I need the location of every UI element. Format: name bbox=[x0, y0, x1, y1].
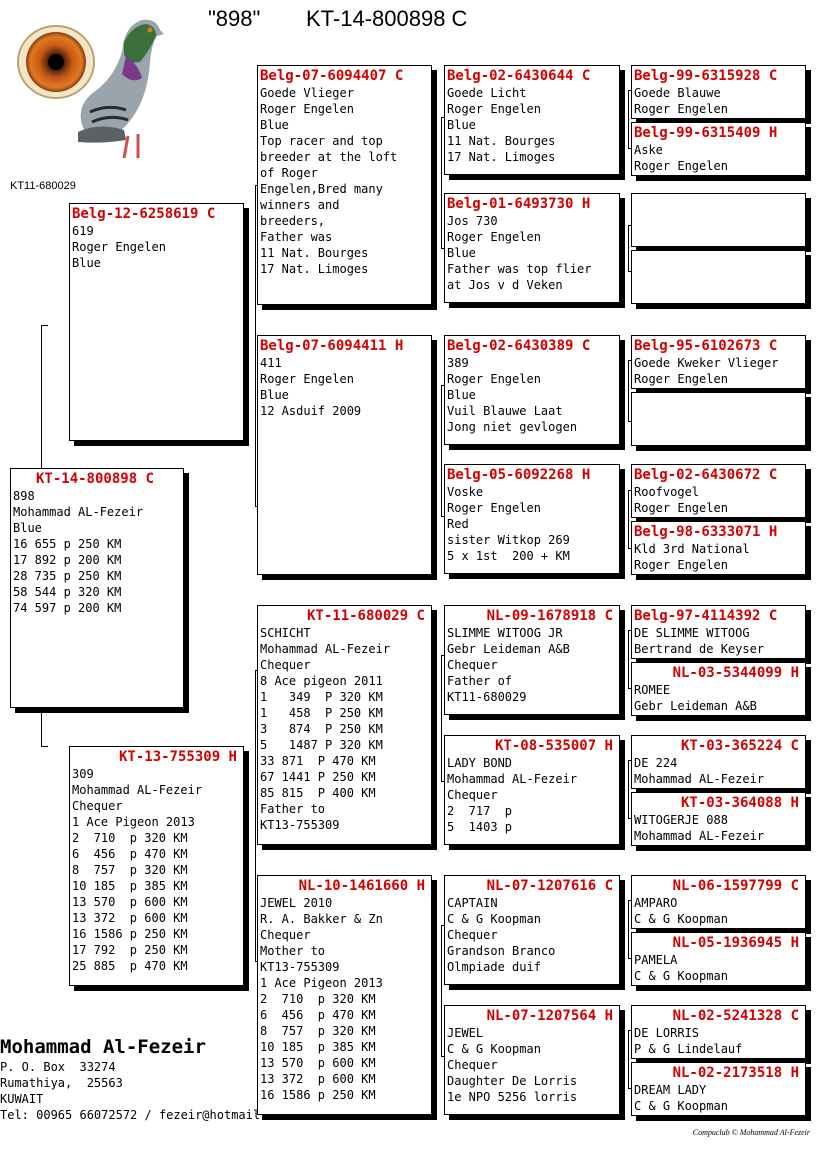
pigeon-card-subject[interactable] bbox=[10, 468, 184, 708]
info-line: Roger Engelen bbox=[634, 372, 728, 386]
info-line: Roger Engelen bbox=[260, 372, 354, 386]
info-line: DE SLIMME WITOOG bbox=[634, 626, 750, 640]
pigeon-card-gen4-7[interactable] bbox=[631, 464, 806, 518]
info-line: Blue bbox=[447, 388, 476, 402]
pigeon-card-gen4-15[interactable] bbox=[631, 1005, 806, 1059]
info-line: Chequer bbox=[447, 658, 498, 672]
pigeon-card-gen2-1[interactable] bbox=[257, 65, 432, 305]
info-line: Roger Engelen bbox=[260, 102, 354, 116]
pigeon-card-gen4-2[interactable] bbox=[631, 122, 806, 176]
pigeon-card-gen2-2[interactable] bbox=[257, 335, 432, 575]
pigeon-card-gen3-6[interactable] bbox=[444, 735, 620, 845]
info-line: Mohammad AL-Fezeir bbox=[447, 772, 578, 786]
pigeon-ring-title: KT-14-800898 C bbox=[306, 6, 468, 31]
info-line: Chequer bbox=[72, 799, 123, 813]
info-line: Roger Engelen bbox=[447, 372, 541, 386]
info-line: Roger Engelen bbox=[72, 240, 166, 254]
pigeon-card-gen3-4[interactable] bbox=[444, 464, 620, 574]
info-line: LADY BOND bbox=[447, 756, 513, 770]
info-line: 3 874 P 250 KM bbox=[260, 722, 383, 736]
pigeon-card-gen3-2[interactable] bbox=[444, 193, 620, 303]
ring-number: Belg-07-6094407 C bbox=[260, 68, 404, 84]
info-line: Father was top flier bbox=[447, 262, 592, 276]
info-line: Chequer bbox=[260, 658, 311, 672]
info-line: Mohammad AL-Fezeir bbox=[634, 772, 765, 786]
footer-credit: Compuclub © Mohammad Al-Fezeir bbox=[692, 1128, 810, 1137]
info-line: 2 710 p 320 KM bbox=[72, 831, 188, 845]
pigeon-card-gen3-1[interactable] bbox=[444, 65, 620, 175]
ring-number: Belg-02-6430644 C bbox=[447, 68, 591, 84]
info-line: AMPARO bbox=[634, 896, 678, 910]
info-line: 16 655 p 250 KM bbox=[13, 537, 122, 551]
info-line: KT13-755309 bbox=[260, 818, 340, 832]
ring-number: KT-11-680029 C bbox=[306, 608, 425, 624]
eye-image bbox=[18, 26, 94, 98]
ring-number: KT-14-800898 C bbox=[35, 471, 154, 487]
info-line: 33 871 P 470 KM bbox=[260, 754, 376, 768]
info-line: Top racer and top bbox=[260, 134, 383, 148]
owner-address-line: KUWAIT bbox=[0, 1092, 44, 1106]
pigeon-card-sire[interactable] bbox=[69, 203, 244, 441]
pigeon-card-dam[interactable] bbox=[69, 746, 244, 986]
ring-number: Belg-12-6258619 C bbox=[72, 206, 216, 222]
info-line: C & G Koopman bbox=[634, 1099, 728, 1113]
info-line: 6 456 p 470 KM bbox=[72, 847, 188, 861]
pigeon-card-gen2-4[interactable] bbox=[257, 875, 432, 1115]
info-line: Father to bbox=[260, 802, 326, 816]
info-line: Blue bbox=[260, 118, 289, 132]
info-line: Red bbox=[447, 517, 469, 531]
pigeon-card-gen4-9[interactable] bbox=[631, 605, 806, 659]
info-line: 17 Nat. Limoges bbox=[260, 262, 369, 276]
info-line: Bertrand de Keyser bbox=[634, 642, 765, 656]
pigeon-card-gen4-12[interactable] bbox=[631, 792, 806, 846]
pigeon-card-gen4-14[interactable] bbox=[631, 932, 806, 986]
pigeon-card-gen4-11[interactable] bbox=[631, 735, 806, 789]
photo-caption: KT11-680029 bbox=[10, 180, 76, 192]
info-line: Olmpiade duif bbox=[447, 960, 541, 974]
ring-number: NL-07-1207616 C bbox=[486, 878, 613, 894]
info-line: 5 1403 p bbox=[447, 820, 513, 834]
info-line: 8 757 p 320 KM bbox=[260, 1024, 376, 1038]
ring-number: Belg-01-6493730 H bbox=[447, 196, 591, 212]
info-line: Engelen,Bred many bbox=[260, 182, 383, 196]
ring-number: Belg-02-6430672 C bbox=[634, 467, 778, 483]
ring-number: NL-09-1678918 C bbox=[486, 608, 613, 624]
info-line: Roger Engelen bbox=[447, 102, 541, 116]
info-line: 2 710 p 320 KM bbox=[260, 992, 376, 1006]
info-line: Mohammad AL-Fezeir bbox=[72, 783, 203, 797]
info-line: Roger Engelen bbox=[634, 159, 728, 173]
ring-number: NL-07-1207564 H bbox=[486, 1008, 613, 1024]
info-line: 1 Ace Pigeon 2013 bbox=[260, 976, 383, 990]
info-line: Vuil Blauwe Laat bbox=[447, 404, 563, 418]
owner-contact-line: Tel: 00965 66072572 / fezeir@hotmail. bbox=[0, 1108, 268, 1122]
info-line: 13 570 p 600 KM bbox=[72, 895, 188, 909]
info-line: Mohammad AL-Fezeir bbox=[13, 505, 144, 519]
ring-number: Belg-95-6102673 C bbox=[634, 338, 778, 354]
pigeon-card-gen4-13[interactable] bbox=[631, 875, 806, 929]
pigeon-card-gen4-4[interactable] bbox=[631, 250, 806, 304]
owner-address-line: Rumathiya, 25563 bbox=[0, 1076, 123, 1090]
ring-number: KT-03-364088 H bbox=[680, 795, 799, 811]
info-line: Chequer bbox=[447, 928, 498, 942]
ring-number: NL-03-5344099 H bbox=[672, 665, 799, 681]
info-line: C & G Koopman bbox=[634, 969, 728, 983]
info-line: Chequer bbox=[260, 928, 311, 942]
info-line: R. A. Bakker & Zn bbox=[260, 912, 383, 926]
pigeon-card-gen3-7[interactable] bbox=[444, 875, 620, 985]
info-line: 8 Ace pigeon 2011 bbox=[260, 674, 383, 688]
info-line: DE 224 bbox=[634, 756, 678, 770]
info-line: 67 1441 P 250 KM bbox=[260, 770, 376, 784]
info-line: P & G Lindelauf bbox=[634, 1042, 743, 1056]
info-line: Roger Engelen bbox=[447, 230, 541, 244]
info-line: Roger Engelen bbox=[447, 501, 541, 515]
info-line: 11 Nat. Bourges bbox=[260, 246, 369, 260]
ring-number: Belg-98-6333071 H bbox=[634, 524, 778, 540]
info-line: 85 815 P 400 KM bbox=[260, 786, 376, 800]
info-line: 17 792 p 250 KM bbox=[72, 943, 188, 957]
pigeon-card-gen4-10[interactable] bbox=[631, 662, 806, 716]
info-line: ROMEE bbox=[634, 683, 671, 697]
pigeon-card-gen4-6[interactable] bbox=[631, 392, 806, 446]
info-line: 17 Nat. Limoges bbox=[447, 150, 556, 164]
info-line: 13 570 p 600 KM bbox=[260, 1056, 376, 1070]
ring-number: KT-03-365224 C bbox=[680, 738, 799, 754]
info-line: 411 bbox=[260, 356, 282, 370]
info-line: 12 Asduif 2009 bbox=[260, 404, 362, 418]
info-line: 8 757 p 320 KM bbox=[72, 863, 188, 877]
ring-number: Belg-97-4114392 C bbox=[634, 608, 778, 624]
info-line: breeder at the loft bbox=[260, 150, 398, 164]
pigeon-photo bbox=[14, 12, 174, 167]
ring-number: NL-10-1461660 H bbox=[298, 878, 425, 894]
info-line: C & G Koopman bbox=[634, 912, 728, 926]
info-line: Goede Kweker Vlieger bbox=[634, 356, 779, 370]
info-line: PAMELA bbox=[634, 953, 678, 967]
info-line: 10 185 p 385 KM bbox=[260, 1040, 376, 1054]
info-line: Goede Blauwe bbox=[634, 86, 721, 100]
info-line: Roger Engelen bbox=[634, 102, 728, 116]
pigeon-card-gen3-3[interactable] bbox=[444, 335, 620, 445]
info-line: Father of bbox=[447, 674, 513, 688]
info-line: Jos 730 bbox=[447, 214, 498, 228]
info-line: 74 597 p 200 KM bbox=[13, 601, 122, 615]
info-line: CAPTAIN bbox=[447, 896, 498, 910]
pigeon-card-gen4-16[interactable] bbox=[631, 1062, 806, 1116]
ring-number: Belg-07-6094411 H bbox=[260, 338, 404, 354]
info-line: Aske bbox=[634, 143, 663, 157]
info-line: Goede Licht bbox=[447, 86, 527, 100]
info-line: 5 x 1st 200 + KM bbox=[447, 549, 570, 563]
info-line: Roofvogel bbox=[634, 485, 700, 499]
info-line: Gebr Leideman A&B bbox=[634, 699, 757, 713]
info-line: C & G Koopman bbox=[447, 912, 541, 926]
info-line: 1 Ace Pigeon 2013 bbox=[72, 815, 195, 829]
info-line: Blue bbox=[13, 521, 42, 535]
info-line: 17 892 p 200 KM bbox=[13, 553, 122, 567]
info-line: Blue bbox=[72, 256, 101, 270]
info-line: 898 bbox=[13, 489, 35, 503]
ring-number: NL-06-1597799 C bbox=[672, 878, 799, 894]
info-line: 28 735 p 250 KM bbox=[13, 569, 122, 583]
ring-number: NL-02-5241328 C bbox=[672, 1008, 799, 1024]
pigeon-name-title: "898" bbox=[208, 6, 261, 31]
info-line: sister Witkop 269 bbox=[447, 533, 570, 547]
info-line: winners and bbox=[260, 198, 340, 212]
info-line: Grandson Branco bbox=[447, 944, 556, 958]
ring-number: Belg-99-6315409 H bbox=[634, 125, 778, 141]
ring-number: NL-02-2173518 H bbox=[672, 1065, 799, 1081]
info-line: 11 Nat. Bourges bbox=[447, 134, 556, 148]
info-line: Mother to bbox=[260, 944, 326, 958]
info-line: WITOGERJE 088 bbox=[634, 813, 728, 827]
ring-number: NL-05-1936945 H bbox=[672, 935, 799, 951]
info-line: 1 458 P 250 KM bbox=[260, 706, 383, 720]
pigeon-card-gen4-1[interactable] bbox=[631, 65, 806, 119]
info-line: C & G Koopman bbox=[447, 1042, 541, 1056]
pigeon-image bbox=[78, 20, 164, 158]
owner-address-line: P. O. Box 33274 bbox=[0, 1060, 116, 1074]
info-line: Chequer bbox=[447, 1058, 498, 1072]
info-line: SLIMME WITOOG JR bbox=[447, 626, 563, 640]
pigeon-card-gen4-3[interactable] bbox=[631, 193, 806, 247]
pigeon-card-gen4-5[interactable] bbox=[631, 335, 806, 389]
info-line: 2 717 p bbox=[447, 804, 513, 818]
info-line: 1 349 P 320 KM bbox=[260, 690, 383, 704]
info-line: DE LORRIS bbox=[634, 1026, 700, 1040]
info-line: Blue bbox=[260, 388, 289, 402]
info-line: JEWEL bbox=[447, 1026, 484, 1040]
info-line: 16 1586 p 250 KM bbox=[72, 927, 188, 941]
info-line: Mohammad AL-Fezeir bbox=[634, 829, 765, 843]
info-line: Kld 3rd National bbox=[634, 542, 750, 556]
info-line: 13 372 p 600 KM bbox=[260, 1072, 376, 1086]
pigeon-card-gen3-8[interactable] bbox=[444, 1005, 620, 1115]
info-line: 5 1487 P 320 KM bbox=[260, 738, 383, 752]
info-line: 13 372 p 600 KM bbox=[72, 911, 188, 925]
info-line: 16 1586 p 250 KM bbox=[260, 1088, 376, 1102]
info-line: KT11-680029 bbox=[447, 690, 527, 704]
info-line: 58 544 p 320 KM bbox=[13, 585, 122, 599]
ring-number: Belg-99-6315928 C bbox=[634, 68, 778, 84]
ring-number: Belg-02-6430389 C bbox=[447, 338, 591, 354]
ring-number: KT-13-755309 H bbox=[118, 749, 237, 765]
info-line: Gebr Leideman A&B bbox=[447, 642, 570, 656]
info-line: Roger Engelen bbox=[634, 558, 728, 572]
owner-name: Mohammad Al-Fezeir bbox=[0, 1036, 206, 1058]
pigeon-card-gen2-3[interactable] bbox=[257, 605, 432, 845]
info-line: DREAM LADY bbox=[634, 1083, 707, 1097]
info-line: Daughter De Lorris bbox=[447, 1074, 578, 1088]
info-line: Blue bbox=[447, 246, 476, 260]
info-line: Chequer bbox=[447, 788, 498, 802]
ring-number: Belg-05-6092268 H bbox=[447, 467, 591, 483]
info-line: 1e NPO 5256 lorris bbox=[447, 1090, 578, 1104]
pigeon-card-gen3-5[interactable] bbox=[444, 605, 620, 715]
pigeon-card-gen4-8[interactable] bbox=[631, 521, 806, 575]
info-line: 6 456 p 470 KM bbox=[260, 1008, 376, 1022]
ring-number: KT-08-535007 H bbox=[494, 738, 613, 754]
info-line: of Roger bbox=[260, 166, 318, 180]
info-line: Voske bbox=[447, 485, 484, 499]
info-line: KT13-755309 bbox=[260, 960, 340, 974]
info-line: Blue bbox=[447, 118, 476, 132]
info-line: Jong niet gevlogen bbox=[447, 420, 578, 434]
info-line: SCHICHT bbox=[260, 626, 311, 640]
info-line: Father was bbox=[260, 230, 333, 244]
info-line: 619 bbox=[72, 224, 94, 238]
info-line: Roger Engelen bbox=[634, 501, 728, 515]
info-line: Goede Vlieger bbox=[260, 86, 354, 100]
info-line: 309 bbox=[72, 767, 94, 781]
info-line: at Jos v d Veken bbox=[447, 278, 563, 292]
info-line: breeders, bbox=[260, 214, 326, 228]
info-line: 10 185 p 385 KM bbox=[72, 879, 188, 893]
info-line: 389 bbox=[447, 356, 469, 370]
info-line: JEWEL 2010 bbox=[260, 896, 333, 910]
info-line: 25 885 p 470 KM bbox=[72, 959, 188, 973]
info-line: Mohammad AL-Fezeir bbox=[260, 642, 391, 656]
